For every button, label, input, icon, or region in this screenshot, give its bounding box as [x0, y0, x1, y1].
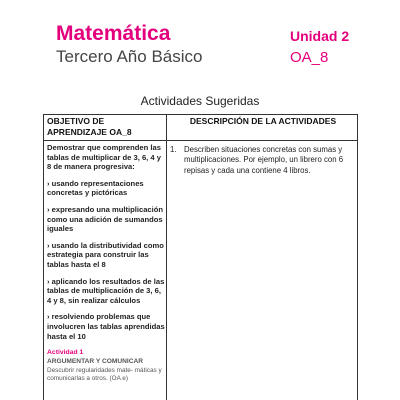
activity-skill: ARGUMENTAR Y COMUNICAR [47, 358, 143, 366]
header-left [56, 22, 202, 68]
activities-table [43, 114, 358, 400]
column-header-description: DESCRIPCIÓN DE LA ACTIVIDADES [189, 116, 337, 126]
objective-point: › expresando una multiplicación como una adición de sumandos iguales [47, 204, 164, 234]
description-cell [170, 145, 352, 176]
unit-label: Unidad 2 [290, 28, 350, 44]
subject-title: Matemática [56, 22, 171, 45]
activity-label: Actividad 1 [47, 349, 84, 357]
description-item [170, 145, 352, 176]
oa-code: OA_8 [290, 49, 329, 66]
header-divider [44, 140, 357, 141]
description-item-number: 1. [170, 145, 177, 154]
objective-point: › usando representaciones concretas y pictóricas [47, 178, 144, 198]
column-header-objective: OBJETIVO DE APRENDIZAJE OA_8 [47, 116, 132, 137]
objective-cell [47, 143, 165, 383]
activity-description: Descubrir regularidades mate- máticas y comunicarlas a otros. (OA e) [47, 366, 162, 382]
objective-point: › aplicando los resultados de las tablas de multiplicación de 3, 6, 4 y 8, sin realizar cálculos [47, 276, 165, 305]
objective-point: › usando la distributividad como estrategia para construir las tablas hasta el 8 [47, 240, 164, 269]
section-title: Actividades Sugeridas [140, 94, 260, 108]
header-right [290, 27, 349, 69]
grade-title: Tercero Año Básico [56, 47, 203, 66]
description-item-text: Describen situaciones concretas con sumas y multiplicaciones. Por ejemplo, un librero con 6 repisas y cada una contiene 4 libros. [184, 145, 344, 175]
objective-intro: Demostrar que comprenden las tablas de multiplicar de 3, 6, 4 y 8 de manera progresiva: [47, 143, 161, 172]
column-divider [166, 115, 167, 400]
objective-point: › resolviendo problemas que involucren las tablas aprendidas hasta el 10 [47, 312, 165, 341]
